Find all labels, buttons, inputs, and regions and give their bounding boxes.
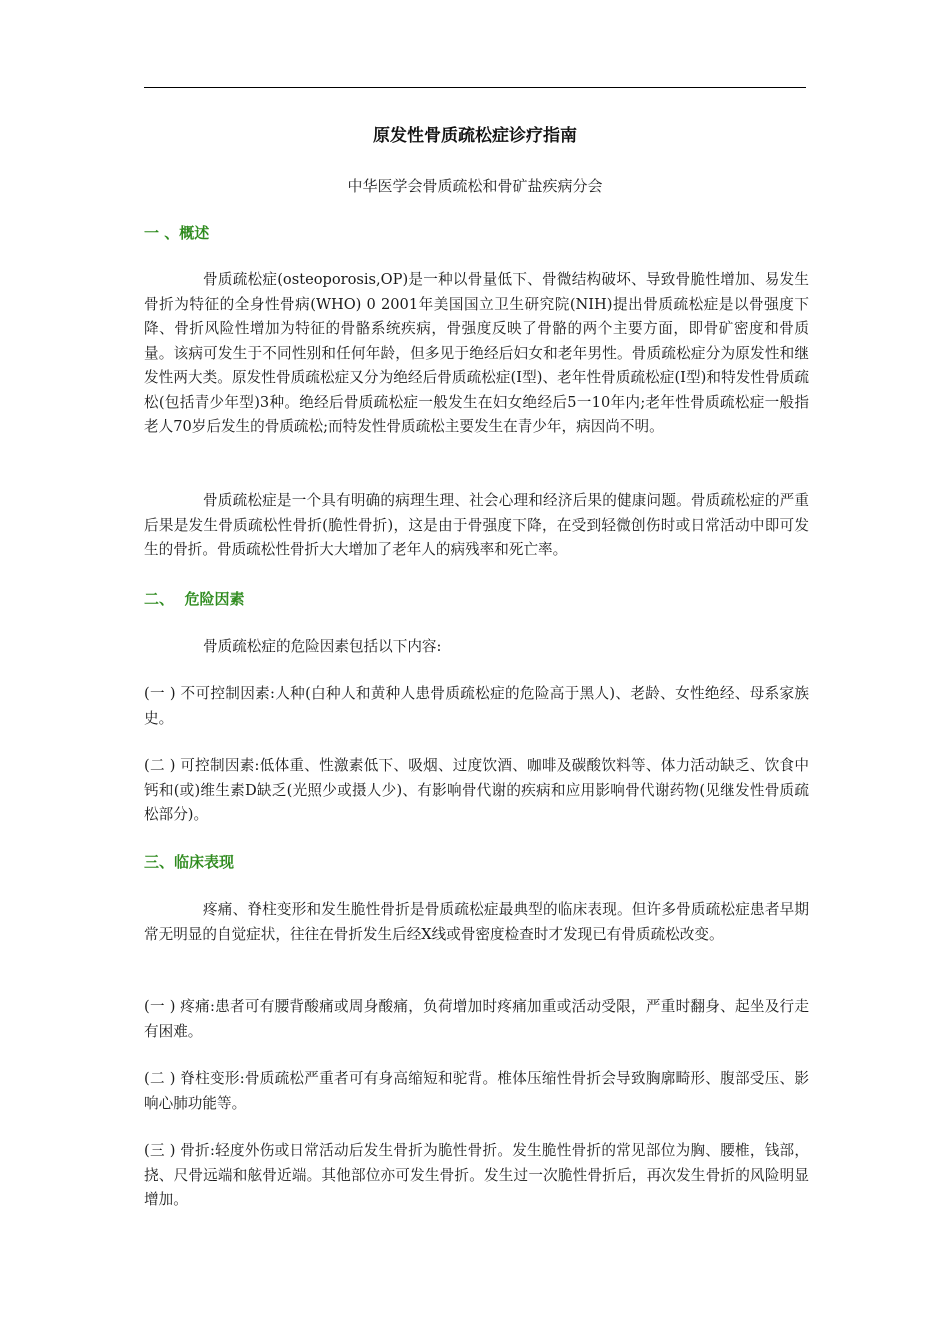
overview-paragraph-1: 骨质疏松症(osteoporosis,OP)是一种以骨量低下、骨微结构破坏、导致骨脆性增加、易发生骨折为特征的全身性骨病(WHO) 0 2001年美国国立卫生研究院(NIH)提出骨质疏松症是以骨强度下降、骨折风险性增加为特征的骨骼系统疾病，骨强度反映了骨骼的两个主要方面，即骨矿密度和骨质量。该病可发生于不同性别和任何年龄，但多见于绝经后妇女和老年男性。骨质疏松症分为原发性和继发性两大类。原发性骨质疏松症又分为绝经后骨质疏松症(I型)、老年性骨质疏松症(I型)和特发性骨质疏松(包括青少年型)3种。绝经后骨质疏松症一般发生在妇女绝经后5一10年内;老年性骨质疏松症一般指老人70岁后发生的骨质疏松;而特发性骨质疏松主要发生在青少年，病因尚不明。 <box>144 271 809 435</box>
section-heading-overview: 一 、概述 <box>144 224 210 242</box>
clinical-item-spine-deformity: (二 ) 脊柱变形:骨质疏松严重者可有身高缩短和驼背。椎体压缩性骨折会导致胸廓畸形、腹部受压、影响心肺功能等。 <box>144 1070 809 1112</box>
risk-factor-item-controllable: (二 ) 可控制因素:低体重、性激素低下、吸烟、过度饮酒、咖啡及碳酸饮料等、体力活动缺乏、饮食中钙和(或)维生素D缺乏(光照少或摄人少)、有影响骨代谢的疾病和应用影响骨代谢药物(见继发性骨质疏松部分)。 <box>144 757 809 823</box>
section-heading-risk-factors: 二、 危险因素 <box>144 590 245 608</box>
document-author: 中华医学会骨质疏松和骨矿盐疾病分会 <box>347 177 603 195</box>
section-heading-clinical: 三、临床表现 <box>144 853 235 871</box>
header-rule <box>144 87 806 88</box>
overview-paragraph-2: 骨质疏松症是一个具有明确的病理生理、社会心理和经济后果的健康问题。骨质疏松症的严重后果是发生骨质疏松性骨折(脆性骨折)，这是由于骨强度下降，在受到轻微创伤时或日常活动中即可发生的骨折。骨质疏松性骨折大大增加了老年人的病残率和死亡率。 <box>144 492 809 558</box>
clinical-item-pain: (一 ) 疼痛:患者可有腰背酸痛或周身酸痛，负荷增加时疼痛加重或活动受限，严重时翻身、起坐及行走有困难。 <box>144 998 809 1040</box>
risk-factors-intro: 骨质疏松症的危险因素包括以下内容: <box>203 638 442 655</box>
clinical-item-fracture: (三 ) 骨折:轻度外伤或日常活动后发生骨折为脆性骨折。发生脆性骨折的常见部位为胸、腰椎，钱部，挠、尺骨远端和舷骨近端。其他部位亦可发生骨折。发生过一次脆性骨折后，再次发生骨折的风险明显增加。 <box>144 1142 809 1208</box>
risk-factor-item-uncontrollable: (一 ) 不可控制因素:人种(白种人和黄种人患骨质疏松症的危险高于黑人)、老龄、女性绝经、母系家族史。 <box>144 685 809 727</box>
clinical-intro: 疼痛、脊柱变形和发生脆性骨折是骨质疏松症最典型的临床表现。但许多骨质疏松症患者早期常无明显的自觉症状，往往在骨折发生后经X线或骨密度检查时才发现已有骨质疏松改变。 <box>144 901 809 943</box>
document-title: 原发性骨质疏松症诊疗指南 <box>373 126 577 146</box>
